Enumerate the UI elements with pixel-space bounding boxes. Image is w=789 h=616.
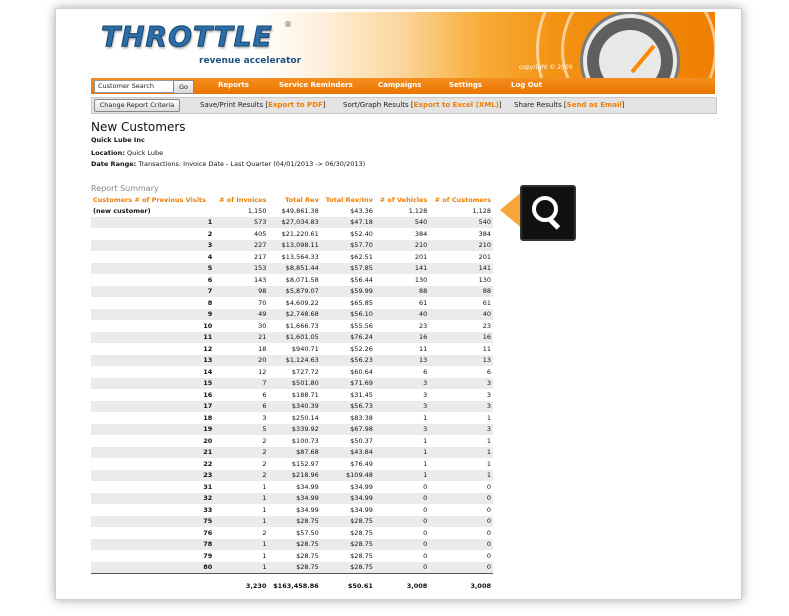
previous-visits-cell: 11 [91, 332, 214, 344]
column-header[interactable]: Customers # of Previous Visits [93, 195, 206, 204]
table-row [91, 309, 493, 321]
column-header[interactable]: # of Customers [434, 195, 491, 204]
table-row [91, 240, 493, 252]
column-header[interactable]: # of Vehicles [379, 195, 428, 204]
table-cell: 0 [486, 528, 491, 537]
table-row [91, 366, 493, 378]
previous-visits-cell: 13 [91, 355, 214, 367]
share-results [514, 101, 625, 109]
table-cell: $87.68 [268, 447, 320, 459]
table-cell: 23 [482, 321, 491, 330]
table-cell: 0 [429, 493, 493, 505]
table-cell: $28.75 [321, 539, 375, 551]
table-cell: 3 [429, 378, 493, 390]
previous-visits-cell: 16 [203, 390, 213, 399]
table-cell: 3 [375, 424, 429, 436]
table-cell: $60.64 [350, 367, 373, 376]
table-cell: 0 [423, 505, 428, 514]
change-report-criteria-button[interactable]: Change Report Criteria [94, 99, 180, 112]
table-cell: 0 [423, 482, 428, 491]
nav-campaigns[interactable]: Campaigns [378, 81, 422, 89]
table-cell: 1 [423, 413, 428, 422]
table-row [91, 550, 493, 562]
column-header[interactable]: # of Invoices [219, 195, 267, 204]
magnifier-lens [532, 196, 558, 222]
location-label: Location: [91, 149, 125, 157]
zoom-button[interactable] [500, 185, 572, 237]
table-header-row [91, 194, 493, 205]
previous-visits-cell: 23 [91, 470, 214, 482]
table-cell: 1,150 [247, 206, 267, 215]
table-cell: $34.99 [268, 493, 320, 505]
date-range-line [91, 160, 365, 168]
table-cell: $727.72 [291, 367, 319, 376]
main-nav [91, 78, 715, 94]
table-cell: 384 [478, 229, 491, 238]
table-cell: $21,220.61 [281, 229, 319, 238]
nav-settings[interactable]: Settings [449, 81, 483, 89]
copyright-text: copyright © 2009 [519, 64, 573, 71]
table-cell: 1 [214, 539, 268, 551]
table-cell: 20 [214, 355, 268, 367]
table-cell: 141 [429, 263, 493, 275]
table-cell: 210 [375, 240, 429, 252]
table-cell: 227 [214, 240, 268, 252]
table-cell: $340.39 [268, 401, 320, 413]
table-cell: $1,666.73 [285, 321, 319, 330]
table-cell: 143 [254, 275, 267, 284]
table-cell: 0 [423, 528, 428, 537]
table-cell: $28.75 [268, 516, 320, 528]
table-cell: 1 [214, 562, 268, 574]
previous-visits-cell: 79 [203, 551, 213, 560]
previous-visits-cell: 78 [91, 539, 214, 551]
table-cell: 1 [375, 470, 429, 482]
table-cell: $71.69 [321, 378, 375, 390]
table-cell: $34.99 [296, 482, 319, 491]
table-cell: $34.99 [350, 505, 373, 514]
table-cell: 1 [262, 482, 267, 491]
table-cell: $13,564.33 [281, 252, 319, 261]
table-row [91, 217, 493, 229]
table-cell: 16 [429, 332, 493, 344]
table-cell: 2 [262, 528, 267, 537]
save-print-results [200, 101, 326, 109]
report-summary-title: Report Summary [91, 184, 159, 193]
table-cell: 1 [486, 459, 491, 468]
bracket-close: ] [322, 101, 326, 109]
table-cell: 98 [214, 286, 268, 298]
table-cell: 2 [214, 447, 268, 459]
previous-visits-cell: 18 [203, 413, 213, 422]
table-cell: 16 [375, 332, 429, 344]
table-cell: 1,128 [472, 206, 491, 215]
table-cell: 217 [254, 252, 267, 261]
table-row [91, 412, 493, 424]
table-row [91, 516, 493, 528]
table-cell: 3 [429, 424, 493, 436]
table-cell: 130 [478, 275, 491, 284]
table-cell: 1 [429, 470, 493, 482]
table-cell: $28.75 [296, 551, 319, 560]
registered-mark: ® [284, 20, 292, 29]
table-cell: 0 [486, 505, 491, 514]
table-row [91, 343, 493, 355]
table-cell: 1 [214, 516, 268, 528]
previous-visits-cell: 20 [203, 436, 213, 445]
table-cell: 6 [214, 401, 268, 413]
table-cell: $50.37 [350, 436, 373, 445]
table-cell: 540 [429, 217, 493, 229]
nav-log-out[interactable]: Log Out [511, 81, 542, 89]
table-cell: $56.23 [321, 355, 375, 367]
table-cell: $8,071.58 [285, 275, 319, 284]
table-cell: 1 [375, 447, 429, 459]
table-cell: $152.97 [291, 459, 319, 468]
table-cell: $8,851.44 [268, 263, 320, 275]
table-cell: 40 [429, 309, 493, 321]
previous-visits-cell: 76 [203, 528, 213, 537]
table-cell: $47.18 [321, 217, 375, 229]
search-go-button[interactable]: Go [173, 80, 194, 94]
table-cell: $28.75 [350, 551, 373, 560]
previous-visits-cell: 5 [91, 263, 214, 275]
column-header[interactable]: Total Rev/Inv [325, 195, 373, 204]
table-cell: 3 [423, 390, 428, 399]
table-cell: 12 [258, 367, 267, 376]
previous-visits-cell: (new customer) [93, 206, 151, 215]
table-row [91, 458, 493, 470]
report-toolbar [91, 97, 717, 114]
table-row [91, 332, 493, 344]
table-cell: 1,128 [408, 206, 428, 215]
table-cell: 3 [375, 401, 429, 413]
table-row [91, 378, 493, 390]
previous-visits-cell: 32 [91, 493, 214, 505]
table-cell: $339.92 [268, 424, 320, 436]
totals-row [91, 574, 493, 593]
table-cell: 11 [482, 344, 491, 353]
table-cell: $1,124.63 [268, 355, 320, 367]
table-cell: $13,098.11 [268, 240, 320, 252]
nav-service-reminders[interactable]: Service Reminders [279, 81, 353, 89]
table-cell: $52.26 [350, 344, 373, 353]
table-row [91, 320, 493, 332]
table-cell: $28.75 [268, 539, 320, 551]
table-cell: 540 [375, 217, 429, 229]
totals-cell: 3,008 [429, 574, 493, 593]
table-cell: $62.51 [350, 252, 373, 261]
table-cell: $65.85 [350, 298, 373, 307]
table-cell: $59.99 [321, 286, 375, 298]
company-name: Quick Lube Inc [91, 136, 145, 144]
table-cell: 11 [419, 344, 428, 353]
table-cell: 201 [414, 252, 428, 261]
table-cell: $188.71 [291, 390, 319, 399]
table-cell: 1 [214, 493, 268, 505]
table-cell: $100.73 [291, 436, 319, 445]
table-row [91, 286, 493, 298]
table-cell: 573 [214, 217, 268, 229]
table-cell: $28.75 [268, 562, 320, 574]
previous-visits-cell: 19 [91, 424, 214, 436]
table-cell: 1 [423, 459, 428, 468]
table-cell: 0 [429, 562, 493, 574]
magnifier-icon [520, 185, 576, 241]
table-row [91, 297, 493, 309]
previous-visits-cell: 9 [91, 309, 214, 321]
table-cell: $250.14 [291, 413, 319, 422]
table-cell: 210 [429, 240, 493, 252]
table-row [91, 493, 493, 505]
table-row [91, 401, 493, 413]
table-cell: 405 [254, 229, 267, 238]
table-cell: $501.80 [268, 378, 320, 390]
table-row [91, 424, 493, 436]
table-cell: $56.73 [321, 401, 375, 413]
send-email-link[interactable]: Send as Email [566, 101, 622, 109]
table-cell: 6 [423, 367, 428, 376]
page-title: New Customers [91, 120, 186, 134]
table-cell: 49 [214, 309, 268, 321]
table-cell: 1 [262, 505, 267, 514]
table-cell: $4,609.22 [285, 298, 319, 307]
totals-cell: $50.61 [321, 574, 375, 593]
table-cell: 3 [429, 401, 493, 413]
table-cell: $43.36 [350, 206, 373, 215]
table-cell: 1 [486, 413, 491, 422]
previous-visits-cell: 80 [91, 562, 214, 574]
table-cell: $5,879.07 [268, 286, 320, 298]
totals-cell: 3,008 [375, 574, 429, 593]
table-cell: 0 [429, 516, 493, 528]
table-cell: 141 [375, 263, 429, 275]
table-cell: $34.99 [350, 482, 373, 491]
table-cell: 0 [375, 539, 429, 551]
table-cell: $109.48 [321, 470, 375, 482]
table-cell: $76.24 [321, 332, 375, 344]
table-cell: 0 [486, 482, 491, 491]
table-cell: 0 [375, 562, 429, 574]
table-cell: 1 [423, 436, 428, 445]
table-cell: $57.85 [321, 263, 375, 275]
table-cell: $34.99 [321, 493, 375, 505]
totals-cell: $163,458.86 [268, 574, 320, 593]
bracket-close: ] [498, 101, 502, 109]
previous-visits-cell: 8 [207, 298, 213, 307]
column-header[interactable]: Total Rev [285, 195, 319, 204]
table-row [91, 539, 493, 551]
totals-cell: 3,230 [214, 574, 268, 593]
table-cell: $34.99 [296, 505, 319, 514]
table-row [91, 389, 493, 401]
previous-visits-cell: 4 [207, 252, 213, 261]
table-cell: 0 [375, 516, 429, 528]
previous-visits-cell: 2 [207, 229, 213, 238]
table-cell: 23 [419, 321, 428, 330]
table-cell: 2 [262, 436, 267, 445]
table-cell: 5 [214, 424, 268, 436]
table-cell: $218.96 [268, 470, 320, 482]
table-cell: 2 [214, 470, 268, 482]
date-range-value: Transactions: Invoice Date - Last Quarter (04/01/2013 -> 06/30/2013) [138, 160, 366, 168]
previous-visits-cell: 22 [203, 459, 213, 468]
table-cell: $56.10 [321, 309, 375, 321]
table-cell: 0 [429, 539, 493, 551]
throttle-logo: THROTTLE [101, 20, 273, 53]
table-cell: $52.40 [350, 229, 373, 238]
table-cell: 3 [375, 378, 429, 390]
previous-visits-cell: 1 [91, 217, 214, 229]
previous-visits-cell: 33 [203, 505, 213, 514]
table-cell: $940.71 [291, 344, 319, 353]
table-cell: 61 [482, 298, 491, 307]
table-cell: $43.84 [321, 447, 375, 459]
previous-visits-cell: 31 [203, 482, 213, 491]
table-row [91, 263, 493, 275]
table-cell: 61 [419, 298, 428, 307]
table-cell: $76.49 [350, 459, 373, 468]
table-cell: 18 [258, 344, 267, 353]
table-cell: 0 [486, 551, 491, 560]
customer-search-input[interactable]: Customer Search [94, 80, 174, 93]
previous-visits-cell: 12 [203, 344, 213, 353]
previous-visits-cell: 17 [91, 401, 214, 413]
table-cell: $1,601.05 [268, 332, 320, 344]
nav-reports[interactable]: Reports [218, 81, 249, 89]
table-cell: $28.75 [321, 562, 375, 574]
table-cell: 7 [214, 378, 268, 390]
table-cell: 384 [414, 229, 428, 238]
table-row [91, 470, 493, 482]
table-cell: 88 [429, 286, 493, 298]
report-window [55, 8, 742, 600]
date-range-label: Date Range: [91, 160, 137, 168]
table-cell: $57.50 [296, 528, 319, 537]
table-cell: 30 [258, 321, 267, 330]
table-cell: 130 [414, 275, 428, 284]
table-cell: 3 [486, 390, 491, 399]
previous-visits-cell: 10 [203, 321, 213, 330]
table-row [91, 527, 493, 539]
table-cell: 153 [214, 263, 268, 275]
totals-cell [91, 574, 214, 593]
sort-graph-label: Sort/Graph Results [ [343, 101, 414, 109]
table-cell: $2,748.68 [268, 309, 320, 321]
previous-visits-cell: 15 [91, 378, 214, 390]
table-cell: 3 [262, 413, 267, 422]
table-cell: $55.56 [350, 321, 373, 330]
table-cell: $27,034.83 [268, 217, 320, 229]
table-cell: 88 [375, 286, 429, 298]
table-cell: $56.44 [350, 275, 373, 284]
table-cell: $83.38 [350, 413, 373, 422]
table-cell: 13 [429, 355, 493, 367]
table-cell: $31.45 [350, 390, 373, 399]
location-line [91, 149, 163, 157]
table-cell: 0 [375, 493, 429, 505]
table-cell: 1 [486, 436, 491, 445]
table-row [91, 251, 493, 263]
export-excel-link[interactable]: Export to Excel (XML) [413, 101, 499, 109]
table-row [91, 435, 493, 447]
table-cell: 2 [262, 459, 267, 468]
app-header [91, 12, 715, 78]
table-cell: $57.70 [321, 240, 375, 252]
previous-visits-cell: 6 [207, 275, 213, 284]
export-pdf-link[interactable]: Export to PDF [268, 101, 323, 109]
table-cell: 201 [478, 252, 491, 261]
table-row [91, 447, 493, 459]
table-row [91, 355, 493, 367]
table-cell: $67.98 [321, 424, 375, 436]
table-cell: 21 [214, 332, 268, 344]
previous-visits-cell: 21 [91, 447, 214, 459]
table-row [91, 274, 493, 286]
previous-visits-cell: 75 [91, 516, 214, 528]
share-label: Share Results [ [514, 101, 567, 109]
table-cell: $28.75 [350, 528, 373, 537]
previous-visits-cell: 3 [91, 240, 214, 252]
logo-tagline: revenue accelerator [199, 56, 302, 66]
previous-visits-cell: 14 [203, 367, 213, 376]
previous-visits-cell: 7 [91, 286, 214, 298]
table-row [91, 562, 493, 574]
location-value: Quick Lube [126, 149, 164, 157]
table-row [91, 205, 493, 217]
table-cell: 6 [262, 390, 267, 399]
report-summary-table [91, 194, 493, 592]
table-cell: $28.75 [321, 516, 375, 528]
table-cell: 1 [429, 447, 493, 459]
table-row [91, 481, 493, 493]
table-cell: 70 [258, 298, 267, 307]
table-cell: 6 [486, 367, 491, 376]
save-print-label: Save/Print Results [ [200, 101, 269, 109]
sort-graph-results [343, 101, 502, 109]
table-cell: 13 [375, 355, 429, 367]
table-cell: 0 [423, 551, 428, 560]
table-cell: 40 [375, 309, 429, 321]
table-cell: $49,861.38 [281, 206, 319, 215]
table-cell: 1 [262, 551, 267, 560]
bracket-close: ] [621, 101, 625, 109]
table-row [91, 504, 493, 516]
table-row [91, 228, 493, 240]
